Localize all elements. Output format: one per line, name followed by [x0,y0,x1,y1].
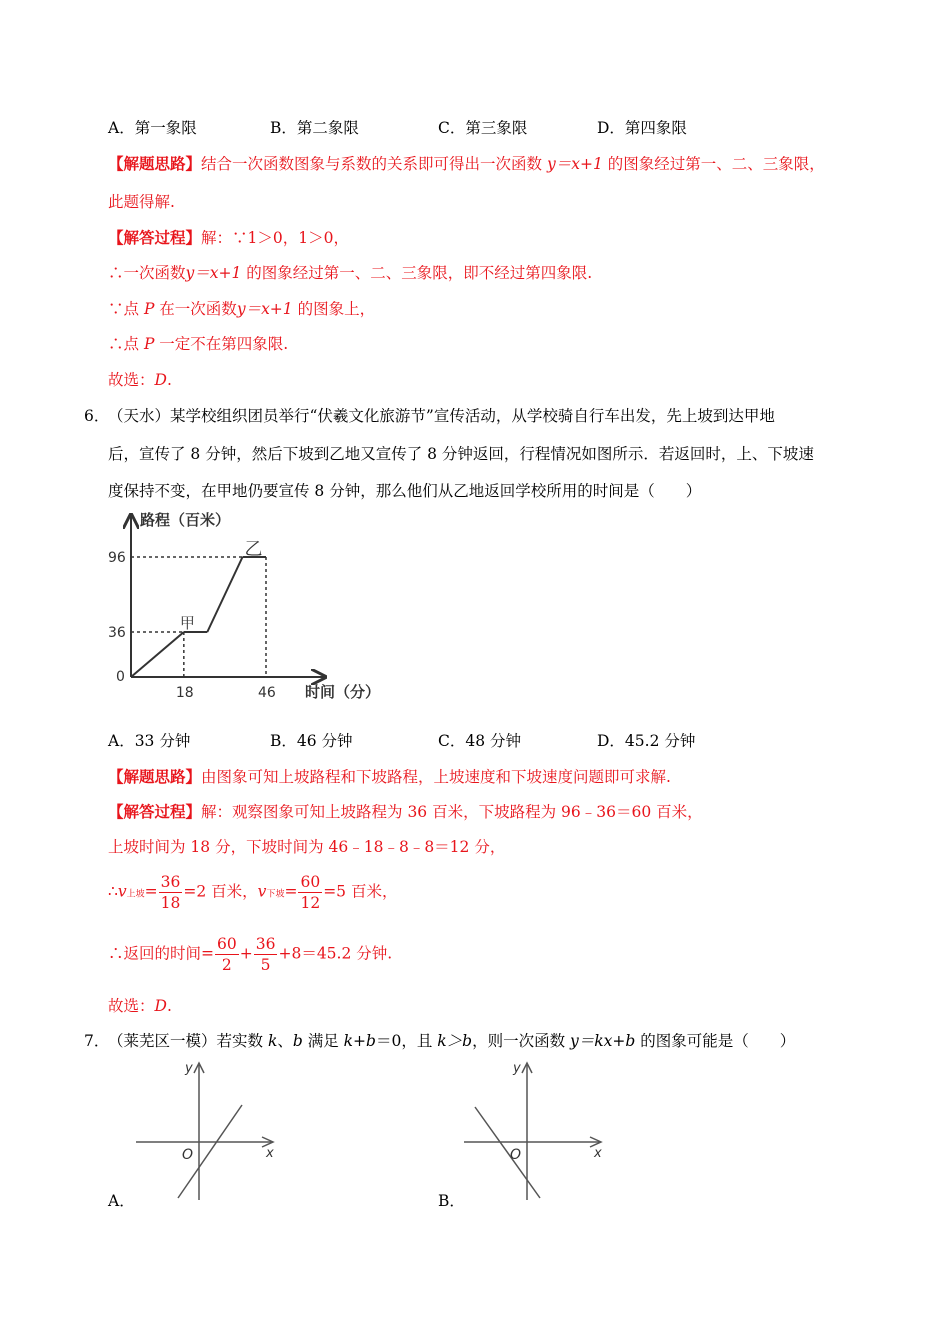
q5-option-a: A．第一象限 [108,119,197,137]
denominator: 12 [300,894,321,912]
condition-2: k＞b [437,1032,473,1050]
text: 的图象经过第一、二、三象限， [602,155,825,173]
function-line [475,1107,540,1198]
q5-analysis-line1 [108,154,825,174]
text: =5 百米， [323,882,398,901]
numerator: 36 [255,935,276,953]
q5-analysis-line2: 此题得解. [108,193,175,211]
text: + [239,944,253,963]
text: = [284,882,298,901]
text: . [166,371,172,389]
q6-analysis [108,767,671,787]
answer-letter: D [154,997,167,1015]
q6-process-line2: 上坡时间为 18 分，下坡时间为 46﹣18﹣8﹣8＝12 分， [108,838,506,856]
text: 、 [277,1032,293,1050]
y-label: y [185,1061,193,1076]
fraction [298,872,322,913]
q6-option-b: B．46 分钟 [270,732,353,750]
subscript-down: 下坡 [266,889,285,900]
q6-option-d: D．45.2 分钟 [597,732,696,750]
q6-number: 6． [84,407,110,425]
q5-process-line1 [108,228,349,248]
q7-number: 7． [84,1032,110,1050]
var-k: k [267,1032,278,1050]
q7-stem [108,1031,795,1051]
process-tag: 【解答过程】 [108,802,202,821]
text: 在一次函数 [154,300,237,318]
q7-option-a: A． [108,1192,135,1210]
text: 满足 [302,1032,344,1050]
q6-stem-line2: 后，宣传了 8 分钟，然后下坡到乙地又宣传了 8 分钟返回，行程情况如图所示．若返回时，上、下坡速 [108,445,814,463]
fraction [254,934,278,975]
v-symbol: v [117,882,127,901]
y-tick-96: 96 [108,550,126,566]
q5-process-line4 [108,334,288,354]
text: 结合一次函数图象与系数的关系即可得出一次函数 [201,155,547,173]
answer-letter: D [154,371,167,389]
origin-label: O [182,1147,194,1163]
text: ∴一次函数 [108,264,186,282]
text: ，则一次函数 [472,1032,571,1050]
fraction [215,934,239,975]
text: +8＝45.2 分钟. [278,944,393,963]
point-p: P [143,300,155,318]
q5-process-line3 [108,299,375,319]
x-tick-46: 46 [258,685,276,701]
x-axis-label: 时间（分） [305,683,381,701]
text: = [144,882,158,901]
text: ∴ [108,882,118,901]
denominator: 2 [221,956,232,974]
q6-stem-line3: 度保持不变，在甲地仍要宣传 8 分钟，那么他们从乙地返回学校所用的时间是（ ） [108,482,702,500]
q6-time-line [108,934,392,975]
y-label: y [513,1061,521,1076]
q5-process-line2 [108,263,592,283]
denominator: 5 [260,956,271,974]
y-tick-36: 36 [108,625,126,641]
analysis-tag: 【解题思路】 [108,154,202,173]
process-tag: 【解答过程】 [108,228,202,247]
x-label: x [266,1146,274,1161]
q6-process-line1 [108,802,703,822]
var-b: b [292,1032,303,1050]
text: 的图象可能是（ ） [635,1032,796,1050]
v-symbol: v [257,882,267,901]
denominator: 18 [160,894,181,912]
q6-velocity-line [108,872,397,913]
origin-label: 0 [116,669,125,685]
text: 故选： [108,371,155,389]
x-tick-18: 18 [175,685,194,701]
q6-option-a: A．33 分钟 [108,732,191,750]
numerator: 60 [217,935,237,953]
origin-label: O [510,1147,522,1163]
text: ＝0，且 [375,1032,438,1050]
q7-graph-b [458,1055,618,1205]
q7-option-b: B． [438,1192,465,1210]
function-expr: y＝x+1 [236,300,293,318]
q6-stem-line1: （天水）某学校组织团员举行“伏羲文化旅游节”宣传活动，从学校骑自行车出发，先上坡到达甲地 [108,407,775,425]
text: ∴返回的时间= [108,944,214,963]
series-segment [207,557,242,632]
series-segment [131,632,184,677]
text: 由图象可知上坡路程和下坡路程，上坡速度和下坡速度问题即可求解. [201,768,671,786]
text: 解：观察图象可知上坡路程为 36 百米，下坡路程为 96﹣36＝60 百米， [201,803,703,821]
q5-answer [108,370,172,390]
distance-time-chart [100,505,400,705]
q5-option-c: C．第三象限 [438,119,528,137]
q6-answer [108,996,172,1016]
function-expr: y＝x+1 [185,264,242,282]
point-p: P [143,335,155,353]
text: 的图象经过第一、二、三象限，即不经过第四象限. [241,264,593,282]
annotation-yi: 乙 [244,539,263,560]
text: 解：∵1＞0，1＞0， [201,229,349,247]
numerator: 60 [300,873,321,891]
q5-option-b: B．第二象限 [270,119,359,137]
text: 故选： [108,997,155,1015]
text: （莱芜区一模）若实数 [108,1032,268,1050]
text: 的图象上， [292,300,376,318]
y-axis-label: 路程（百米） [140,511,231,529]
x-label: x [594,1146,602,1161]
subscript-up: 上坡 [126,889,145,900]
text: =2 百米， [183,882,258,901]
annotation-jia: 甲 [179,614,195,632]
q6-option-c: C．48 分钟 [438,732,522,750]
text: ∴点 [108,335,144,353]
condition-1: k+b [343,1032,376,1050]
function-expr: y＝x+1 [546,155,603,173]
q7-graph-a [130,1055,290,1205]
function-expr: y＝kx+b [570,1032,636,1050]
numerator: 36 [160,873,181,891]
text: 一定不在第四象限. [154,335,289,353]
q5-option-d: D．第四象限 [597,119,687,137]
text: . [166,997,172,1015]
analysis-tag: 【解题思路】 [108,767,202,786]
text: ∵点 [108,300,144,318]
fraction [159,872,183,913]
